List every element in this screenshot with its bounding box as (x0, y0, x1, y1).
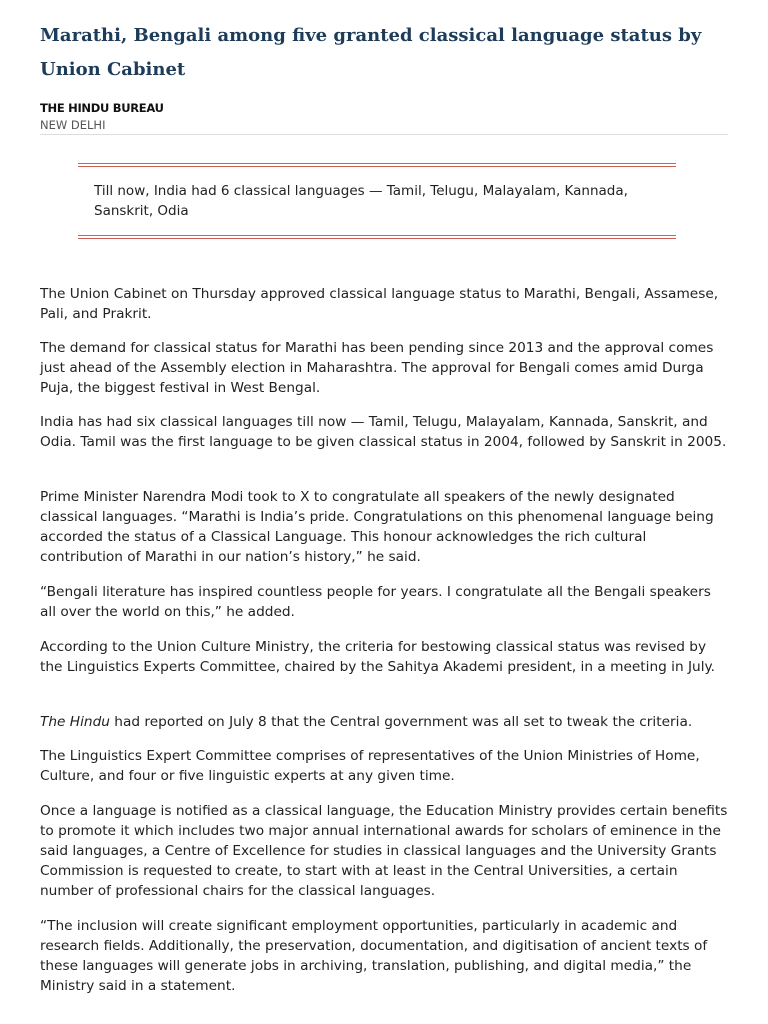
paragraph-2: The demand for classical status for Marathi has been pending since 2013 and the approval comes just ahead of the Assembly election in Maharashtra. The approval for Bengali comes amid Durga Puja, the biggest festival in West Bengal. (40, 340, 714, 396)
paragraph-4: Prime Minister Narendra Modi took to X to congratulate all speakers of the newly designated classical languages. “Marathi is India’s pride. Congratulations on this phenomenal language being accorded the status of a Classical Language. This honour acknowledges the rich cultural contribution of Marathi in our nation’s history,” he said. (40, 489, 714, 565)
highlight-rule-top (78, 163, 676, 167)
paragraph-9: Once a language is notified as a classical language, the Education Ministry provides certain benefits to promote it which includes two major annual international awards for scholars of eminence in the said languages, a Centre of Excellence for studies in classical languages and the University Grants Commission is requested to create, to start with at least in the Central Universities, a certain number of professional chairs for the classical languages. (40, 803, 728, 899)
paragraph-6: According to the Union Culture Ministry, the criteria for bestowing classical status was revised by the Linguistics Experts Committee, chaired by the Sahitya Akademi president, in a meeting in July. (40, 639, 716, 675)
paragraph-8: The Linguistics Expert Committee comprises of representatives of the Union Ministries of Home, Culture, and four or five linguistic experts at any given time. (40, 748, 700, 784)
paragraph-3: India has had six classical languages till now — Tamil, Telugu, Malayalam, Kannada, Sanskrit, and Odia. Tamil was the first language to be given classical status in 2004, followed by Sanskrit in 2005. (40, 414, 727, 450)
publication-name: The Hindu (40, 714, 110, 730)
paragraph-1: The Union Cabinet on Thursday approved classical language status to Marathi, Bengali, Assamese, Pali, and Prakrit. (40, 286, 719, 322)
highlight-box (78, 163, 676, 237)
meta-divider (40, 134, 728, 135)
article-headline: Marathi, Bengali among five granted classical language status by Union Cabinet (40, 25, 702, 80)
highlight-text: Till now, India had 6 classical languages — Tamil, Telugu, Malayalam, Kannada, Sanskrit, Odia (94, 183, 628, 219)
byline-author[interactable]: THE HINDU BUREAU (40, 101, 164, 115)
dateline-location: NEW DELHI (40, 118, 106, 132)
paragraph-10: “The inclusion will create significant employment opportunities, particularly in academic and research fields. Additionally, the preservation, documentation, and digitisation of ancient texts of these languages will generate jobs in archiving, translation, publishing, and digital media,” the Ministry said in a statement. (40, 918, 708, 994)
paragraph-7 (40, 712, 730, 732)
highlight-rule-bottom (78, 235, 676, 239)
paragraph-5: “Bengali literature has inspired countless people for years. I congratulate all the Bengali speakers all over the world on this,” he added. (40, 584, 711, 620)
report-note-text: had reported on July 8 that the Central government was all set to tweak the criteria. (109, 714, 693, 730)
